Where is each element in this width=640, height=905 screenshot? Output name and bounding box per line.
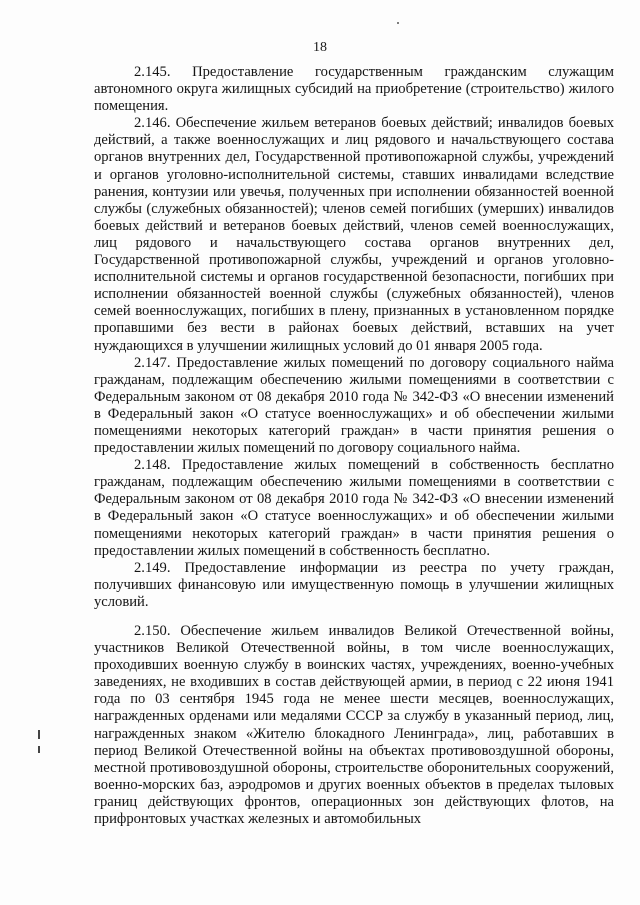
paragraph-2-150: 2.150. Обеспечение жильем инвалидов Великой Отечественной войны, участников Великой Отечественной войны, в том числе военнослужащих, проходивших военную службу в воинских частях, учреждениях, военно-учебных заведениях, не входивших в состав действующей армии, в период с 22 июня 1941 года по 03 сентября 1945 года не менее шести месяцев, военнослужащих, награжденных орденами или медалями СССР за службу в указанный период, лиц, награжденных знаком «Жителю блокадного Ленинграда», лиц, работавших в период Великой Отечественной войны на объектах противовоздушной обороны, местной противовоздушной обороны, строительстве оборонительных сооружений, военно-морских баз, аэродромов и других военных объектов в пределах тыловых границ действующих фронтов, операционных зон действующих флотов, на прифронтовых участках железных и автомобильных (94, 623, 614, 828)
paragraph-2-145: 2.145. Предоставление государственным гражданским служащим автономного округа жилищных субсидий на приобретение (строительство) жилого помещения. (94, 64, 614, 115)
scan-speck (397, 22, 399, 24)
paragraph-2-148: 2.148. Предоставление жилых помещений в собственность бесплатно гражданам, подлежащим обеспечению жилыми помещениями в соответствии с Федеральным законом от 08 декабря 2010 года № 342-ФЗ «О внесении изменений в Федеральный закон «О статусе военнослужащих» и об обеспечении жилыми помещениями некоторых категорий граждан» в части принятия решения о предоставлении жилых помещений в собственность бесплатно. (94, 457, 614, 559)
page-number: 18 (313, 40, 327, 55)
scan-margin-mark (38, 746, 40, 753)
paragraph-2-146: 2.146. Обеспечение жильем ветеранов боевых действий; инвалидов боевых действий, а также военнослужащих и лиц рядового и начальствующего состава органов внутренних дел, Государственной противопожарной службы, учреждений и органов уголовно-исполнительной системы, ставших инвалидами вследствие ранения, контузии или увечья, полученных при исполнении обязанностей военной службы (служебных обязанностей); членов семей погибших (умерших) инвалидов боевых действий и ветеранов боевых действий, членов семей военнослужащих, лиц рядового и начальствующего состава органов внутренних дел, Государственной противопожарной службы, учреждений и органов уголовно-исполнительной системы и органов государственной безопасности, погибших при исполнении обязанностей военной службы (служебных обязанностей), членов семей военнослужащих, погибших в плену, признанных в установленном порядке пропавшими без вести в районах боевых действий, вставших на учет нуждающихся в улучшении жилищных условий до 01 января 2005 года. (94, 115, 614, 354)
scan-margin-mark (38, 730, 40, 739)
paragraph-2-147: 2.147. Предоставление жилых помещений по договору социального найма гражданам, подлежащим обеспечению жилыми помещениями в соответствии с Федеральным законом от 08 декабря 2010 года № 342-ФЗ «О внесении изменений в Федеральный закон «О статусе военнослужащих» и об обеспечении жилыми помещениями некоторых категорий граждан» в части принятия решения о предоставлении жилых помещений по договору социального найма. (94, 354, 614, 457)
document-body (94, 64, 614, 828)
paragraph-2-149: 2.149. Предоставление информации из реестра по учету граждан, получивших финансовую или имущественную помощь в улучшении жилищных условий. (94, 559, 614, 610)
